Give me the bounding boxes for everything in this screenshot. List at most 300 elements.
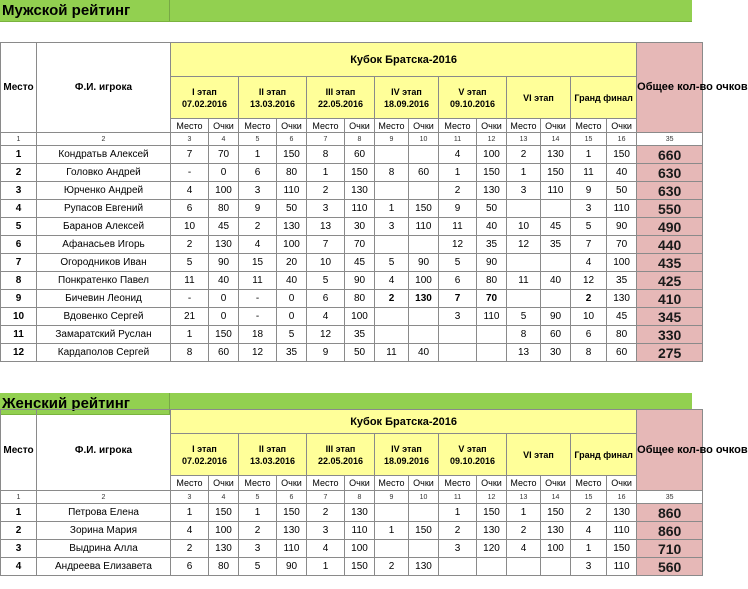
stage-place-cell: 8	[171, 344, 209, 362]
total-points-cell: 860	[637, 522, 703, 540]
name-header: Ф.И. игрока	[37, 410, 171, 491]
stage-place-cell: -	[239, 290, 277, 308]
stage-place-cell: 11	[375, 344, 409, 362]
column-number: 10	[409, 133, 439, 146]
stage-place-cell: 12	[571, 272, 607, 290]
stage-place-cell: 7	[307, 236, 345, 254]
stage-points-cell	[409, 308, 439, 326]
stage-points-cell: 150	[409, 522, 439, 540]
stage-place-cell	[375, 146, 409, 164]
stage-points-cell: 100	[209, 182, 239, 200]
column-number: 6	[277, 133, 307, 146]
stage-date: 07.02.2016	[181, 455, 228, 466]
stage-place-cell: 2	[571, 504, 607, 522]
stage-place-cell: 9	[307, 344, 345, 362]
stage-place-cell: 3	[307, 200, 345, 218]
stage-points-cell	[477, 344, 507, 362]
stage-place-cell: 8	[375, 164, 409, 182]
stage-points-cell: 150	[477, 504, 507, 522]
stage-points-cell: 45	[209, 218, 239, 236]
stage-place-cell: 2	[239, 522, 277, 540]
stage-points-cell: 130	[541, 146, 571, 164]
player-name: Кардаполов Сергей	[37, 344, 171, 362]
stage-points-cell: 150	[345, 558, 375, 576]
player-place: 2	[1, 164, 37, 182]
stage-header	[439, 77, 507, 119]
stage-place-cell: 1	[571, 540, 607, 558]
stage-place-cell: 4	[439, 146, 477, 164]
stage-points-cell: 0	[277, 290, 307, 308]
table-row	[1, 522, 703, 540]
stage-place-cell	[507, 254, 541, 272]
stage-points-cell: 90	[607, 218, 637, 236]
stage-points-cell: 70	[209, 146, 239, 164]
player-place: 10	[1, 308, 37, 326]
place-subheader: Место	[307, 476, 345, 491]
place-subheader: Место	[307, 119, 345, 133]
stage-name: II этап	[258, 443, 287, 454]
points-subheader: Очки	[477, 476, 507, 491]
total-points-cell: 440	[637, 236, 703, 254]
total-points-cell: 550	[637, 200, 703, 218]
stage-place-cell: 2	[239, 218, 277, 236]
column-number: 9	[375, 491, 409, 504]
stage-place-cell: 3	[439, 308, 477, 326]
stage-points-cell: 90	[541, 308, 571, 326]
player-place: 3	[1, 540, 37, 558]
stage-points-cell: 130	[477, 182, 507, 200]
player-name: Замаратский Руслан	[37, 326, 171, 344]
stage-place-cell: 10	[571, 308, 607, 326]
stage-points-cell: 130	[277, 522, 307, 540]
stage-place-cell: 4	[507, 540, 541, 558]
stage-points-cell: 130	[607, 504, 637, 522]
stage-place-cell: 1	[171, 326, 209, 344]
stage-name: IV этап	[391, 443, 422, 454]
stage-place-cell: 1	[507, 164, 541, 182]
stage-date: 18.09.2016	[383, 455, 430, 466]
table-row	[1, 344, 703, 362]
total-points-cell: 345	[637, 308, 703, 326]
column-number: 7	[307, 491, 345, 504]
total-points-cell: 330	[637, 326, 703, 344]
stage-place-cell: 7	[171, 146, 209, 164]
stage-header	[507, 77, 571, 119]
stage-points-cell: 90	[209, 254, 239, 272]
stage-name: I этап	[192, 443, 217, 454]
stage-place-cell: 9	[439, 200, 477, 218]
stage-place-cell: 8	[507, 326, 541, 344]
stage-place-cell: 1	[375, 522, 409, 540]
stage-name: V этап	[458, 443, 487, 454]
table-row	[1, 558, 703, 576]
column-number: 3	[171, 133, 209, 146]
stage-place-cell	[375, 540, 409, 558]
total-points-cell: 560	[637, 558, 703, 576]
stage-place-cell: 4	[239, 236, 277, 254]
place-subheader: Место	[439, 119, 477, 133]
stage-points-cell: 130	[477, 522, 507, 540]
total-points-cell: 425	[637, 272, 703, 290]
stage-points-cell: 50	[607, 182, 637, 200]
place-subheader: Место	[171, 119, 209, 133]
column-number: 14	[541, 133, 571, 146]
column-number: 15	[571, 491, 607, 504]
player-place: 7	[1, 254, 37, 272]
stage-points-cell	[541, 558, 571, 576]
stage-place-cell: 12	[307, 326, 345, 344]
table-row	[1, 254, 703, 272]
player-place: 11	[1, 326, 37, 344]
stage-place-cell: 8	[571, 344, 607, 362]
stage-points-cell: 80	[607, 326, 637, 344]
stage-points-cell: 100	[607, 254, 637, 272]
column-number: 35	[637, 491, 703, 504]
stage-header	[307, 77, 375, 119]
stage-place-cell: 11	[507, 272, 541, 290]
stage-points-cell: 150	[607, 146, 637, 164]
stage-points-cell: 130	[409, 290, 439, 308]
table-row	[1, 200, 703, 218]
stage-place-cell: 3	[375, 218, 409, 236]
points-subheader: Очки	[607, 476, 637, 491]
column-number: 10	[409, 491, 439, 504]
total-points-cell: 860	[637, 504, 703, 522]
stage-place-cell: 5	[307, 272, 345, 290]
stage-place-cell: 3	[439, 540, 477, 558]
player-name: Андреева Елизавета	[37, 558, 171, 576]
player-place: 3	[1, 182, 37, 200]
stage-place-cell	[439, 344, 477, 362]
stage-header	[439, 434, 507, 476]
stage-points-cell: 70	[477, 290, 507, 308]
stage-points-cell	[477, 326, 507, 344]
points-subheader: Очки	[409, 119, 439, 133]
stage-place-cell	[375, 236, 409, 254]
table-row	[1, 236, 703, 254]
stage-points-cell: 35	[277, 344, 307, 362]
stage-place-cell: 2	[507, 146, 541, 164]
place-subheader: Место	[239, 476, 277, 491]
stage-points-cell: 90	[409, 254, 439, 272]
player-place: 6	[1, 236, 37, 254]
stage-points-cell: 80	[477, 272, 507, 290]
stage-place-cell: 2	[507, 522, 541, 540]
stage-header	[375, 434, 439, 476]
stage-points-cell: 45	[345, 254, 375, 272]
stage-points-cell: 60	[409, 164, 439, 182]
stage-place-cell: 4	[171, 182, 209, 200]
stage-points-cell: 0	[277, 308, 307, 326]
stage-place-cell: 6	[171, 558, 209, 576]
stage-points-cell: 50	[345, 344, 375, 362]
stage-place-cell: 6	[171, 200, 209, 218]
place-header: Место	[1, 43, 37, 133]
stage-points-cell: 40	[409, 344, 439, 362]
header-row	[1, 410, 703, 434]
women-rating-title: Женский рейтинг	[2, 395, 131, 412]
stage-place-cell: 3	[307, 522, 345, 540]
column-number: 4	[209, 491, 239, 504]
player-name: Баранов Алексей	[37, 218, 171, 236]
stage-place-cell: 2	[307, 182, 345, 200]
stage-place-cell: 10	[171, 218, 209, 236]
place-subheader: Место	[375, 476, 409, 491]
stage-place-cell: 6	[439, 272, 477, 290]
stage-place-cell: 6	[239, 164, 277, 182]
table-row	[1, 272, 703, 290]
stage-points-cell: 100	[541, 540, 571, 558]
stage-points-cell: 100	[477, 146, 507, 164]
stage-place-cell: 5	[571, 218, 607, 236]
column-number: 35	[637, 133, 703, 146]
stage-points-cell: 35	[607, 272, 637, 290]
stage-header	[171, 77, 239, 119]
stage-place-cell: -	[171, 290, 209, 308]
stage-place-cell: 2	[571, 290, 607, 308]
column-number: 14	[541, 491, 571, 504]
column-number: 8	[345, 491, 375, 504]
stage-name: I этап	[192, 86, 217, 97]
stage-points-cell: 130	[277, 218, 307, 236]
stage-points-cell	[409, 504, 439, 522]
stage-points-cell: 110	[477, 308, 507, 326]
stage-points-cell: 0	[209, 308, 239, 326]
points-subheader: Очки	[409, 476, 439, 491]
stage-place-cell: 9	[239, 200, 277, 218]
stage-place-cell	[375, 182, 409, 200]
stage-place-cell: 10	[307, 254, 345, 272]
stage-name: Гранд финал	[574, 92, 633, 103]
place-subheader: Место	[239, 119, 277, 133]
stage-place-cell: 3	[239, 182, 277, 200]
stage-place-cell	[375, 326, 409, 344]
table-row	[1, 146, 703, 164]
player-place: 1	[1, 146, 37, 164]
stage-place-cell: 1	[307, 558, 345, 576]
stage-place-cell: 15	[239, 254, 277, 272]
stage-points-cell: 100	[409, 272, 439, 290]
stage-place-cell: 11	[171, 272, 209, 290]
stage-points-cell: 100	[277, 236, 307, 254]
stage-date: 09.10.2016	[449, 98, 496, 109]
stage-place-cell: -	[171, 164, 209, 182]
stage-points-cell: 50	[277, 200, 307, 218]
stage-name: VI этап	[523, 92, 554, 103]
stage-points-cell: 150	[607, 540, 637, 558]
cup-title: Кубок Братска-2016	[171, 43, 637, 77]
total-points-cell: 275	[637, 344, 703, 362]
column-number: 11	[439, 491, 477, 504]
stage-place-cell: 4	[307, 540, 345, 558]
stage-points-cell: 130	[345, 504, 375, 522]
stage-points-cell: 0	[209, 290, 239, 308]
player-place: 4	[1, 200, 37, 218]
stage-points-cell: 90	[277, 558, 307, 576]
player-place: 8	[1, 272, 37, 290]
stage-place-cell	[507, 200, 541, 218]
stage-place-cell: 1	[239, 146, 277, 164]
column-number: 12	[477, 491, 507, 504]
stage-points-cell	[409, 182, 439, 200]
stage-points-cell: 80	[277, 164, 307, 182]
stage-place-cell: 11	[439, 218, 477, 236]
place-subheader: Место	[375, 119, 409, 133]
points-subheader: Очки	[477, 119, 507, 133]
stage-points-cell: 150	[477, 164, 507, 182]
stage-points-cell: 40	[607, 164, 637, 182]
total-points-header: Общее кол-во очков	[637, 410, 703, 491]
stage-points-cell: 150	[209, 326, 239, 344]
stage-place-cell: 3	[239, 540, 277, 558]
stage-points-cell: 110	[541, 182, 571, 200]
total-points-cell: 435	[637, 254, 703, 272]
column-number: 11	[439, 133, 477, 146]
stage-place-cell: 3	[571, 200, 607, 218]
stage-points-cell: 100	[209, 522, 239, 540]
place-header: Место	[1, 410, 37, 491]
stage-place-cell: 1	[507, 504, 541, 522]
player-name: Вдовенко Сергей	[37, 308, 171, 326]
stage-place-cell: 4	[571, 254, 607, 272]
stage-place-cell: 1	[571, 146, 607, 164]
stage-points-cell: 130	[607, 290, 637, 308]
stage-header	[239, 77, 307, 119]
total-points-cell: 660	[637, 146, 703, 164]
stage-place-cell: 5	[171, 254, 209, 272]
points-subheader: Очки	[345, 119, 375, 133]
stage-points-cell: 120	[477, 540, 507, 558]
stage-points-cell: 30	[345, 218, 375, 236]
column-number: 4	[209, 133, 239, 146]
stage-points-cell: 150	[277, 146, 307, 164]
stage-points-cell: 50	[477, 200, 507, 218]
stage-name: II этап	[258, 86, 287, 97]
stage-points-cell: 45	[541, 218, 571, 236]
stage-date: 22.05.2016	[317, 455, 364, 466]
stage-place-cell: 11	[571, 164, 607, 182]
stage-place-cell: 11	[239, 272, 277, 290]
player-name: Рупасов Евгений	[37, 200, 171, 218]
men-rating-banner	[0, 0, 692, 22]
stage-place-cell: 13	[307, 218, 345, 236]
points-subheader: Очки	[277, 476, 307, 491]
player-name: Бичевин Леонид	[37, 290, 171, 308]
stage-points-cell: 90	[477, 254, 507, 272]
stage-points-cell: 35	[541, 236, 571, 254]
stage-points-cell	[541, 254, 571, 272]
stage-points-cell: 110	[607, 558, 637, 576]
stage-points-cell: 70	[345, 236, 375, 254]
stage-place-cell: 1	[375, 200, 409, 218]
total-points-cell: 410	[637, 290, 703, 308]
stage-name: III этап	[325, 86, 356, 97]
stage-points-cell: 130	[541, 522, 571, 540]
stage-points-cell: 35	[345, 326, 375, 344]
stage-place-cell	[375, 308, 409, 326]
stage-points-cell: 20	[277, 254, 307, 272]
stage-points-cell: 110	[345, 200, 375, 218]
stage-place-cell: 2	[171, 540, 209, 558]
stage-place-cell: 2	[439, 522, 477, 540]
stage-points-cell: 40	[277, 272, 307, 290]
total-points-cell: 710	[637, 540, 703, 558]
women-rating-table	[0, 409, 748, 576]
stage-points-cell	[409, 326, 439, 344]
column-number: 1	[1, 491, 37, 504]
stage-header	[239, 434, 307, 476]
points-subheader: Очки	[209, 119, 239, 133]
stage-points-cell: 40	[209, 272, 239, 290]
men-spacer-row	[0, 22, 692, 42]
column-number: 13	[507, 133, 541, 146]
cup-title: Кубок Братска-2016	[171, 410, 637, 434]
stage-place-cell	[439, 558, 477, 576]
stage-points-cell: 40	[477, 218, 507, 236]
player-place: 9	[1, 290, 37, 308]
stage-place-cell: 5	[507, 308, 541, 326]
stage-place-cell: 5	[439, 254, 477, 272]
stage-header	[307, 434, 375, 476]
stage-place-cell: 2	[439, 182, 477, 200]
stage-date: 07.02.2016	[181, 98, 228, 109]
place-subheader: Место	[571, 476, 607, 491]
stage-points-cell: 110	[345, 522, 375, 540]
table-row	[1, 326, 703, 344]
player-place: 1	[1, 504, 37, 522]
stage-points-cell	[409, 146, 439, 164]
stage-place-cell	[375, 504, 409, 522]
player-name: Огородников Иван	[37, 254, 171, 272]
column-numbers-row	[1, 133, 703, 146]
stage-name: V этап	[458, 86, 487, 97]
stage-date: 13.03.2016	[249, 98, 296, 109]
player-name: Петрова Елена	[37, 504, 171, 522]
stage-name: III этап	[325, 443, 356, 454]
stage-place-cell: 12	[239, 344, 277, 362]
name-header: Ф.И. игрока	[37, 43, 171, 133]
stage-header	[571, 77, 637, 119]
total-points-cell: 490	[637, 218, 703, 236]
place-subheader: Место	[507, 476, 541, 491]
stage-points-cell: 60	[345, 146, 375, 164]
stage-points-cell: 90	[345, 272, 375, 290]
stage-points-cell: 80	[209, 558, 239, 576]
stage-points-cell: 150	[541, 504, 571, 522]
table-row	[1, 218, 703, 236]
column-number: 8	[345, 133, 375, 146]
stage-place-cell: 12	[439, 236, 477, 254]
stage-points-cell	[409, 236, 439, 254]
stage-place-cell: 1	[439, 164, 477, 182]
stage-points-cell: 150	[409, 200, 439, 218]
men-rating-table	[0, 42, 748, 362]
stage-points-cell: 130	[345, 182, 375, 200]
stage-place-cell: 1	[307, 164, 345, 182]
stage-place-cell: 7	[571, 236, 607, 254]
points-subheader: Очки	[277, 119, 307, 133]
player-name: Юрченко Андрей	[37, 182, 171, 200]
stage-points-cell	[409, 540, 439, 558]
points-subheader: Очки	[345, 476, 375, 491]
column-number: 15	[571, 133, 607, 146]
table-row	[1, 540, 703, 558]
stage-place-cell: 2	[171, 236, 209, 254]
header-row	[1, 43, 703, 77]
place-subheader: Место	[571, 119, 607, 133]
stage-points-cell: 110	[277, 182, 307, 200]
player-name: Выдрина Алла	[37, 540, 171, 558]
